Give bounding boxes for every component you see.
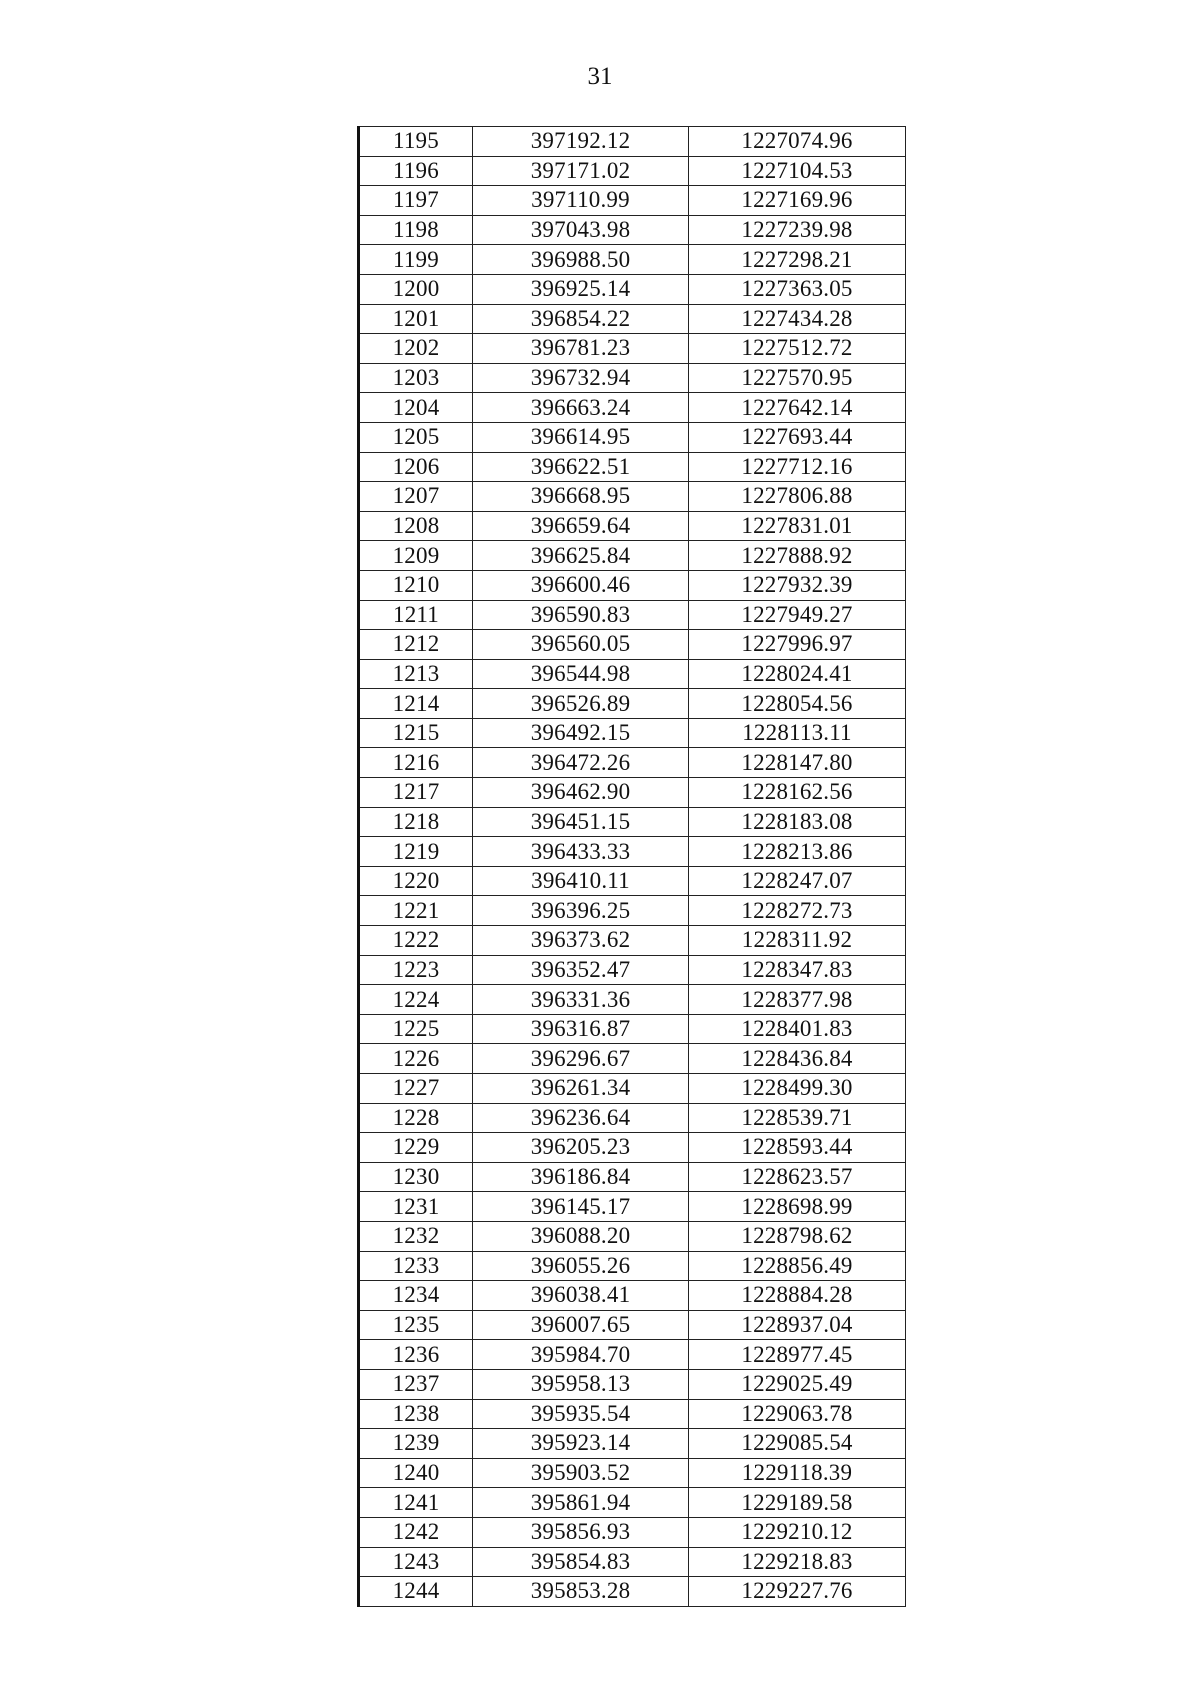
- point-number-cell: 1205: [359, 422, 473, 452]
- y-coordinate-cell: 1229227.76: [689, 1577, 906, 1607]
- table-row: [359, 600, 906, 630]
- point-number-cell: 1234: [359, 1281, 473, 1311]
- x-coordinate-cell: 396600.46: [473, 570, 689, 600]
- y-coordinate-cell: 1227074.96: [689, 127, 906, 157]
- x-coordinate-cell: 396492.15: [473, 718, 689, 748]
- table-row: [359, 1162, 906, 1192]
- y-coordinate-cell: 1227642.14: [689, 393, 906, 423]
- x-coordinate-cell: 395923.14: [473, 1429, 689, 1459]
- y-coordinate-cell: 1229218.83: [689, 1547, 906, 1577]
- x-coordinate-cell: 396472.26: [473, 748, 689, 778]
- y-coordinate-cell: 1227888.92: [689, 541, 906, 571]
- y-coordinate-cell: 1227298.21: [689, 245, 906, 275]
- point-number-cell: 1202: [359, 334, 473, 364]
- point-number-cell: 1199: [359, 245, 473, 275]
- x-coordinate-cell: 396145.17: [473, 1192, 689, 1222]
- x-coordinate-cell: 396236.64: [473, 1103, 689, 1133]
- table-row: [359, 1192, 906, 1222]
- y-coordinate-cell: 1228436.84: [689, 1044, 906, 1074]
- y-coordinate-cell: 1228401.83: [689, 1014, 906, 1044]
- point-number-cell: 1196: [359, 156, 473, 186]
- point-number-cell: 1243: [359, 1547, 473, 1577]
- y-coordinate-cell: 1228347.83: [689, 955, 906, 985]
- x-coordinate-cell: 396663.24: [473, 393, 689, 423]
- table-row: [359, 1310, 906, 1340]
- table-row: [359, 156, 906, 186]
- point-number-cell: 1218: [359, 807, 473, 837]
- y-coordinate-cell: 1227434.28: [689, 304, 906, 334]
- table-row: [359, 1399, 906, 1429]
- y-coordinate-cell: 1228499.30: [689, 1074, 906, 1104]
- table-row: [359, 1044, 906, 1074]
- y-coordinate-cell: 1228377.98: [689, 985, 906, 1015]
- x-coordinate-cell: 397171.02: [473, 156, 689, 186]
- y-coordinate-cell: 1228698.99: [689, 1192, 906, 1222]
- point-number-cell: 1198: [359, 215, 473, 245]
- table-row: [359, 778, 906, 808]
- page-number: 31: [587, 63, 613, 90]
- table-row: [359, 482, 906, 512]
- x-coordinate-cell: 396659.64: [473, 511, 689, 541]
- x-coordinate-cell: 396451.15: [473, 807, 689, 837]
- point-number-cell: 1228: [359, 1103, 473, 1133]
- point-number-cell: 1225: [359, 1014, 473, 1044]
- y-coordinate-cell: 1228147.80: [689, 748, 906, 778]
- x-coordinate-cell: 395935.54: [473, 1399, 689, 1429]
- y-coordinate-cell: 1227932.39: [689, 570, 906, 600]
- point-number-cell: 1227: [359, 1074, 473, 1104]
- x-coordinate-cell: 396732.94: [473, 363, 689, 393]
- x-coordinate-cell: 396261.34: [473, 1074, 689, 1104]
- table-row: [359, 363, 906, 393]
- table-row: [359, 1517, 906, 1547]
- table-row: [359, 718, 906, 748]
- point-number-cell: 1220: [359, 866, 473, 896]
- y-coordinate-cell: 1229025.49: [689, 1369, 906, 1399]
- table-row: [359, 245, 906, 275]
- x-coordinate-cell: 396296.67: [473, 1044, 689, 1074]
- table-row: [359, 570, 906, 600]
- point-number-cell: 1219: [359, 837, 473, 867]
- y-coordinate-cell: 1227363.05: [689, 274, 906, 304]
- table-row: [359, 1488, 906, 1518]
- table-row: [359, 127, 906, 157]
- point-number-cell: 1236: [359, 1340, 473, 1370]
- y-coordinate-cell: 1228183.08: [689, 807, 906, 837]
- point-number-cell: 1201: [359, 304, 473, 334]
- x-coordinate-cell: 396925.14: [473, 274, 689, 304]
- y-coordinate-cell: 1227570.95: [689, 363, 906, 393]
- table-row: [359, 1074, 906, 1104]
- table-row: [359, 422, 906, 452]
- y-coordinate-cell: 1228798.62: [689, 1221, 906, 1251]
- x-coordinate-cell: 396088.20: [473, 1221, 689, 1251]
- x-coordinate-cell: 396544.98: [473, 659, 689, 689]
- table-row: [359, 896, 906, 926]
- point-number-cell: 1207: [359, 482, 473, 512]
- point-number-cell: 1221: [359, 896, 473, 926]
- x-coordinate-cell: 397110.99: [473, 186, 689, 216]
- point-number-cell: 1237: [359, 1369, 473, 1399]
- y-coordinate-cell: 1228884.28: [689, 1281, 906, 1311]
- y-coordinate-cell: 1228162.56: [689, 778, 906, 808]
- table-row: [359, 1429, 906, 1459]
- point-number-cell: 1238: [359, 1399, 473, 1429]
- point-number-cell: 1214: [359, 689, 473, 719]
- point-number-cell: 1212: [359, 630, 473, 660]
- x-coordinate-cell: 396316.87: [473, 1014, 689, 1044]
- x-coordinate-cell: 396462.90: [473, 778, 689, 808]
- y-coordinate-cell: 1227239.98: [689, 215, 906, 245]
- point-number-cell: 1223: [359, 955, 473, 985]
- y-coordinate-cell: 1227169.96: [689, 186, 906, 216]
- coordinates-table-body: [359, 127, 906, 1607]
- point-number-cell: 1235: [359, 1310, 473, 1340]
- y-coordinate-cell: 1227806.88: [689, 482, 906, 512]
- point-number-cell: 1208: [359, 511, 473, 541]
- x-coordinate-cell: 395984.70: [473, 1340, 689, 1370]
- point-number-cell: 1233: [359, 1251, 473, 1281]
- table-row: [359, 215, 906, 245]
- point-number-cell: 1229: [359, 1133, 473, 1163]
- x-coordinate-cell: 396433.33: [473, 837, 689, 867]
- y-coordinate-cell: 1229063.78: [689, 1399, 906, 1429]
- y-coordinate-cell: 1229189.58: [689, 1488, 906, 1518]
- x-coordinate-cell: 396055.26: [473, 1251, 689, 1281]
- point-number-cell: 1195: [359, 127, 473, 157]
- x-coordinate-cell: 396186.84: [473, 1162, 689, 1192]
- table-row: [359, 1369, 906, 1399]
- point-number-cell: 1213: [359, 659, 473, 689]
- table-row: [359, 1281, 906, 1311]
- point-number-cell: 1216: [359, 748, 473, 778]
- y-coordinate-cell: 1228213.86: [689, 837, 906, 867]
- coordinates-table: [357, 126, 906, 1607]
- table-row: [359, 926, 906, 956]
- table-row: [359, 1014, 906, 1044]
- table-row: [359, 541, 906, 571]
- table-row: [359, 659, 906, 689]
- table-row: [359, 1340, 906, 1370]
- point-number-cell: 1240: [359, 1458, 473, 1488]
- x-coordinate-cell: 395903.52: [473, 1458, 689, 1488]
- table-row: [359, 630, 906, 660]
- table-row: [359, 1133, 906, 1163]
- y-coordinate-cell: 1228539.71: [689, 1103, 906, 1133]
- y-coordinate-cell: 1228113.11: [689, 718, 906, 748]
- table-row: [359, 837, 906, 867]
- x-coordinate-cell: 396526.89: [473, 689, 689, 719]
- point-number-cell: 1217: [359, 778, 473, 808]
- x-coordinate-cell: 396038.41: [473, 1281, 689, 1311]
- point-number-cell: 1203: [359, 363, 473, 393]
- table-row: [359, 1103, 906, 1133]
- table-row: [359, 1251, 906, 1281]
- table-row: [359, 1221, 906, 1251]
- table-row: [359, 274, 906, 304]
- x-coordinate-cell: 395861.94: [473, 1488, 689, 1518]
- y-coordinate-cell: 1227104.53: [689, 156, 906, 186]
- table-row: [359, 748, 906, 778]
- point-number-cell: 1244: [359, 1577, 473, 1607]
- y-coordinate-cell: 1228856.49: [689, 1251, 906, 1281]
- point-number-cell: 1239: [359, 1429, 473, 1459]
- y-coordinate-cell: 1228977.45: [689, 1340, 906, 1370]
- table-row: [359, 985, 906, 1015]
- x-coordinate-cell: 396007.65: [473, 1310, 689, 1340]
- x-coordinate-cell: 396410.11: [473, 866, 689, 896]
- table-row: [359, 511, 906, 541]
- table-row: [359, 186, 906, 216]
- y-coordinate-cell: 1228937.04: [689, 1310, 906, 1340]
- point-number-cell: 1204: [359, 393, 473, 423]
- y-coordinate-cell: 1228054.56: [689, 689, 906, 719]
- y-coordinate-cell: 1227712.16: [689, 452, 906, 482]
- y-coordinate-cell: 1227996.97: [689, 630, 906, 660]
- x-coordinate-cell: 396988.50: [473, 245, 689, 275]
- x-coordinate-cell: 395854.83: [473, 1547, 689, 1577]
- y-coordinate-cell: 1227831.01: [689, 511, 906, 541]
- point-number-cell: 1197: [359, 186, 473, 216]
- x-coordinate-cell: 396614.95: [473, 422, 689, 452]
- point-number-cell: 1242: [359, 1517, 473, 1547]
- y-coordinate-cell: 1229210.12: [689, 1517, 906, 1547]
- point-number-cell: 1209: [359, 541, 473, 571]
- x-coordinate-cell: 396373.62: [473, 926, 689, 956]
- x-coordinate-cell: 396396.25: [473, 896, 689, 926]
- point-number-cell: 1206: [359, 452, 473, 482]
- table-row: [359, 393, 906, 423]
- x-coordinate-cell: 396331.36: [473, 985, 689, 1015]
- x-coordinate-cell: 396622.51: [473, 452, 689, 482]
- table-row: [359, 1458, 906, 1488]
- x-coordinate-cell: 395853.28: [473, 1577, 689, 1607]
- x-coordinate-cell: 396352.47: [473, 955, 689, 985]
- x-coordinate-cell: 397043.98: [473, 215, 689, 245]
- table-row: [359, 334, 906, 364]
- y-coordinate-cell: 1227949.27: [689, 600, 906, 630]
- point-number-cell: 1232: [359, 1221, 473, 1251]
- x-coordinate-cell: 396781.23: [473, 334, 689, 364]
- y-coordinate-cell: 1227693.44: [689, 422, 906, 452]
- y-coordinate-cell: 1227512.72: [689, 334, 906, 364]
- point-number-cell: 1241: [359, 1488, 473, 1518]
- y-coordinate-cell: 1229118.39: [689, 1458, 906, 1488]
- x-coordinate-cell: 396668.95: [473, 482, 689, 512]
- table-row: [359, 452, 906, 482]
- point-number-cell: 1226: [359, 1044, 473, 1074]
- point-number-cell: 1200: [359, 274, 473, 304]
- y-coordinate-cell: 1229085.54: [689, 1429, 906, 1459]
- point-number-cell: 1224: [359, 985, 473, 1015]
- y-coordinate-cell: 1228593.44: [689, 1133, 906, 1163]
- x-coordinate-cell: 396560.05: [473, 630, 689, 660]
- x-coordinate-cell: 396854.22: [473, 304, 689, 334]
- x-coordinate-cell: 397192.12: [473, 127, 689, 157]
- y-coordinate-cell: 1228024.41: [689, 659, 906, 689]
- point-number-cell: 1231: [359, 1192, 473, 1222]
- table-row: [359, 1577, 906, 1607]
- y-coordinate-cell: 1228311.92: [689, 926, 906, 956]
- point-number-cell: 1222: [359, 926, 473, 956]
- x-coordinate-cell: 396625.84: [473, 541, 689, 571]
- table-row: [359, 866, 906, 896]
- y-coordinate-cell: 1228247.07: [689, 866, 906, 896]
- table-row: [359, 1547, 906, 1577]
- y-coordinate-cell: 1228272.73: [689, 896, 906, 926]
- point-number-cell: 1215: [359, 718, 473, 748]
- x-coordinate-cell: 396205.23: [473, 1133, 689, 1163]
- x-coordinate-cell: 395856.93: [473, 1517, 689, 1547]
- point-number-cell: 1211: [359, 600, 473, 630]
- table-row: [359, 689, 906, 719]
- point-number-cell: 1210: [359, 570, 473, 600]
- point-number-cell: 1230: [359, 1162, 473, 1192]
- table-row: [359, 955, 906, 985]
- table-row: [359, 304, 906, 334]
- x-coordinate-cell: 395958.13: [473, 1369, 689, 1399]
- x-coordinate-cell: 396590.83: [473, 600, 689, 630]
- y-coordinate-cell: 1228623.57: [689, 1162, 906, 1192]
- table-row: [359, 807, 906, 837]
